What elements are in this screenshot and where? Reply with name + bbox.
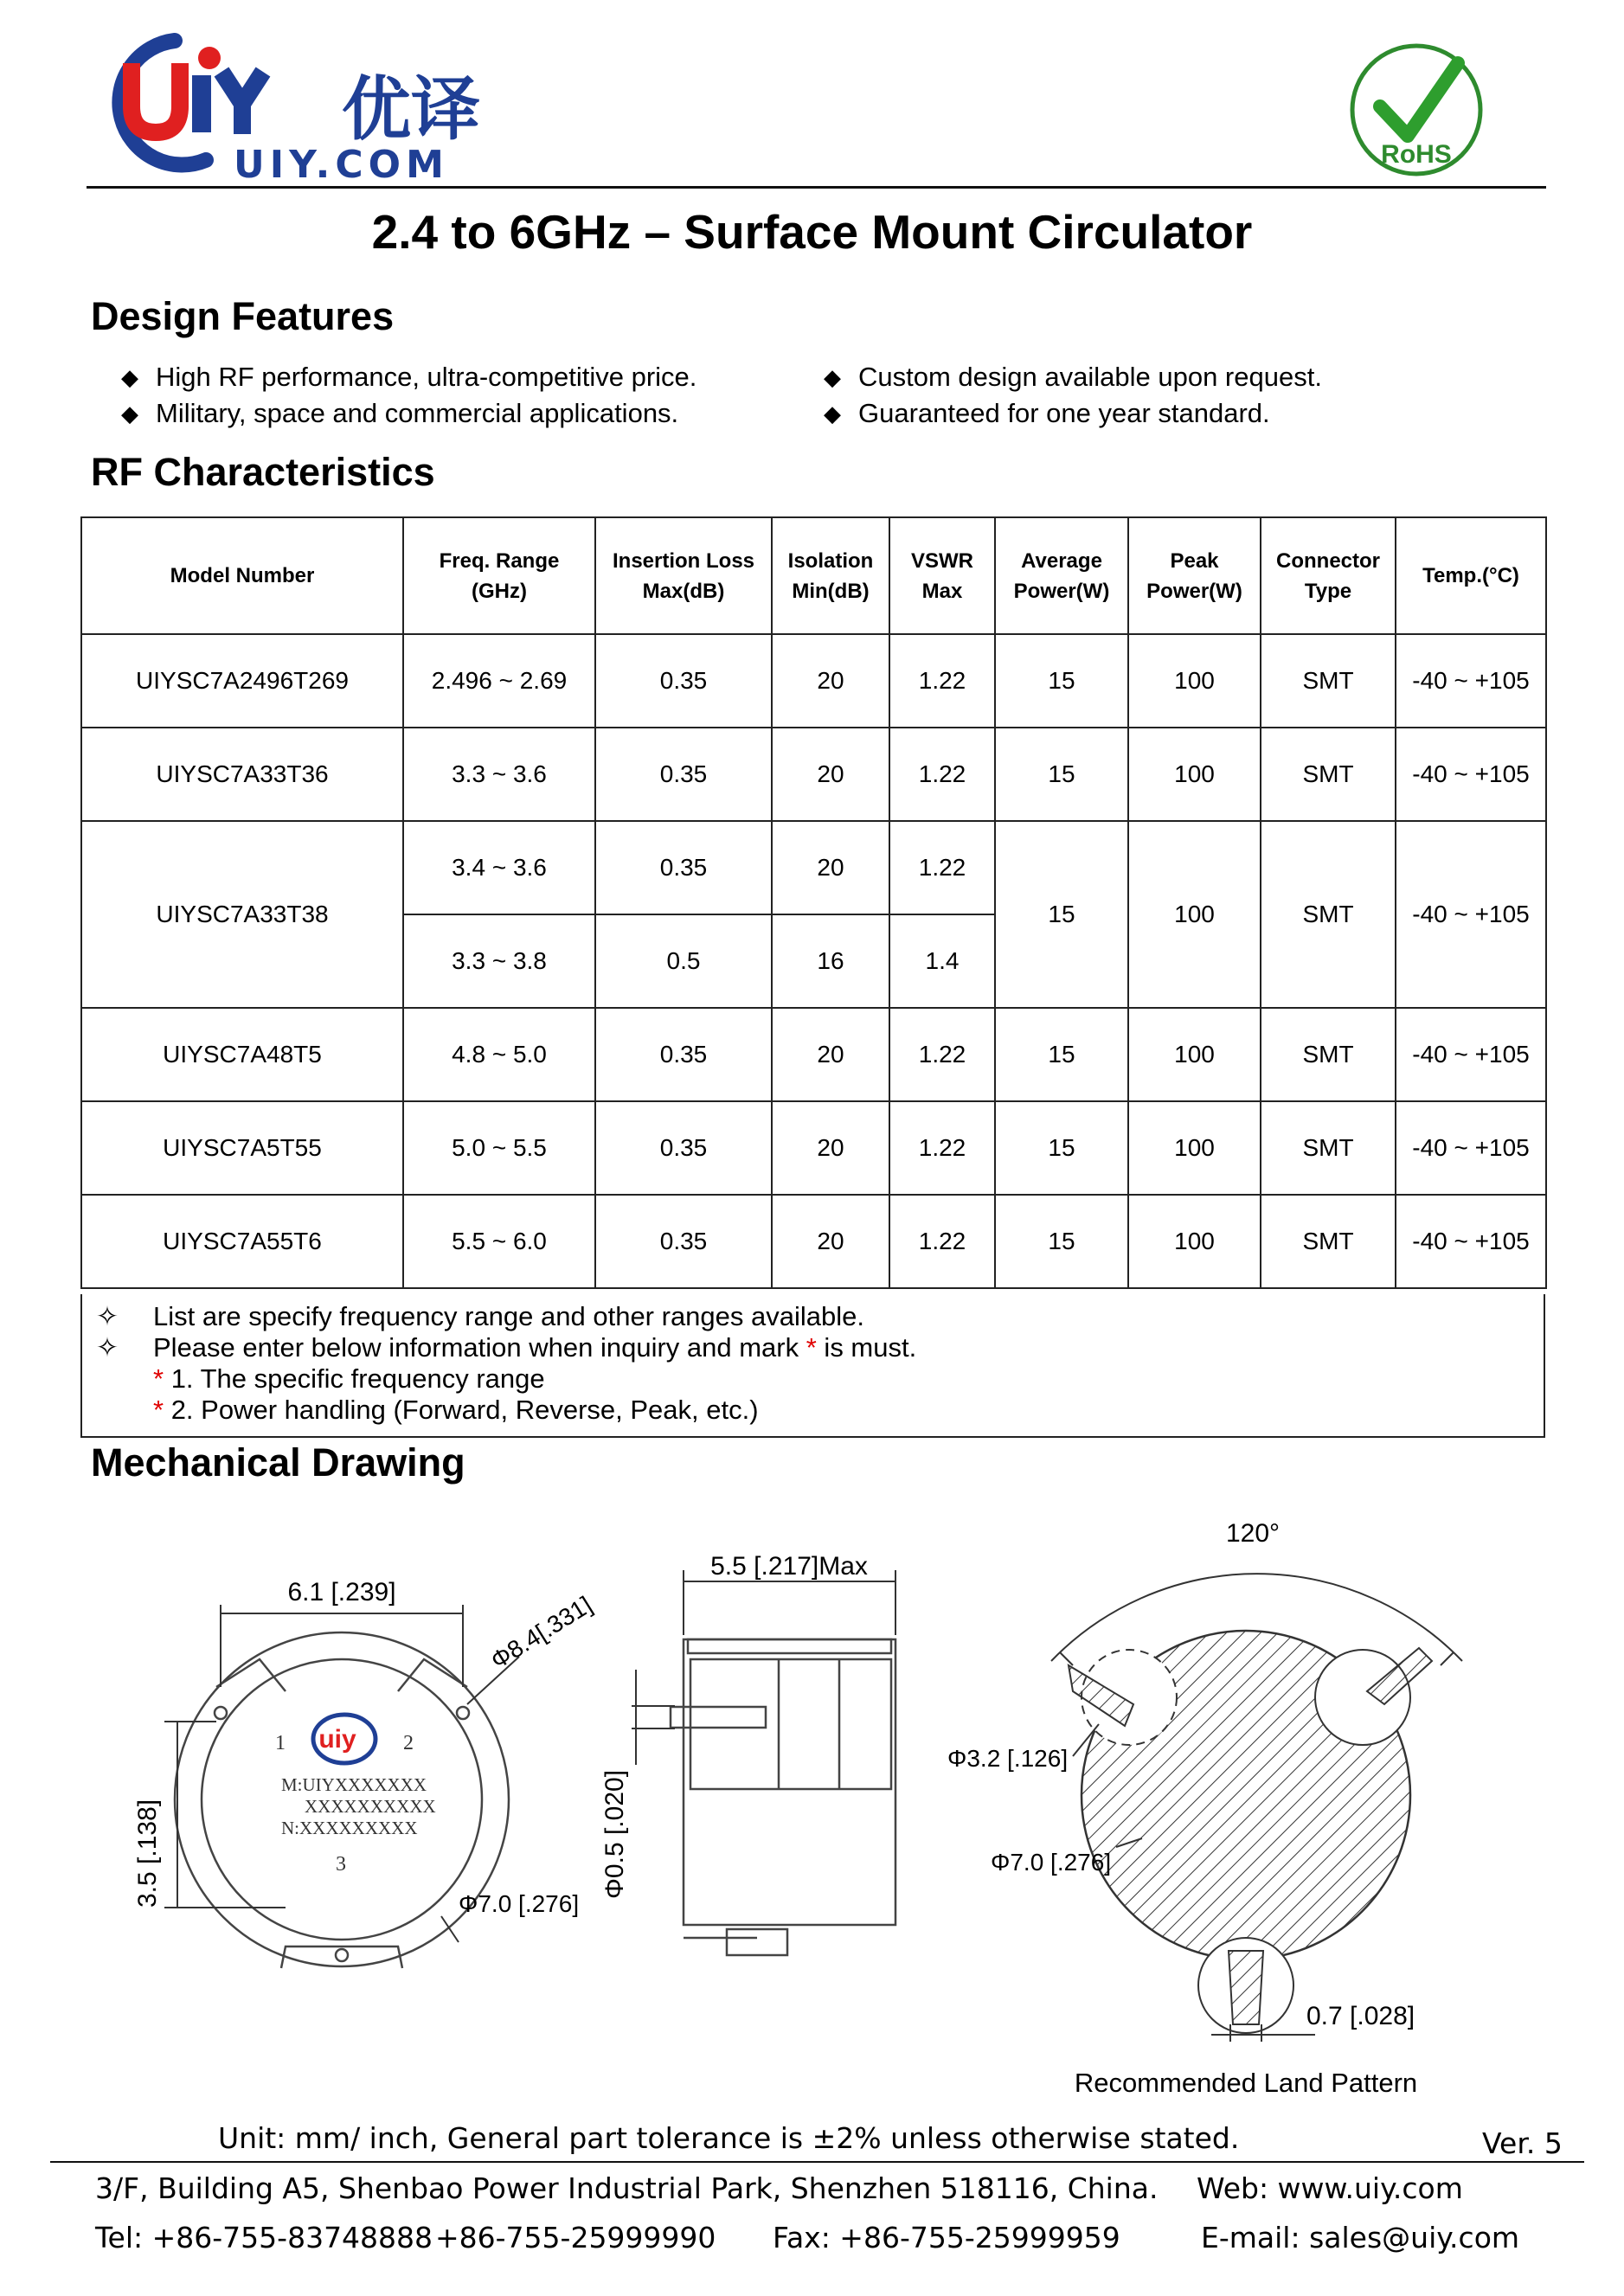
col-header: Peak Power(W): [1128, 517, 1261, 634]
table-cell-temp: -40 ~ +105: [1396, 1101, 1546, 1195]
table-cell-iso: 20: [772, 1101, 889, 1195]
table-header-row: [81, 517, 1546, 634]
note-1: List are specify frequency range and other ranges available.: [153, 1301, 864, 1331]
table-cell-freq: 5.0 ~ 5.5: [403, 1101, 595, 1195]
web-link[interactable]: Web: www.uiy.com: [1197, 2171, 1463, 2205]
svg-text:XXXXXXXXXX: XXXXXXXXXX: [305, 1796, 436, 1817]
mechanical-heading: Mechanical Drawing: [91, 1440, 465, 1485]
notes-box: [80, 1294, 1545, 1438]
table-cell-il: 0.35: [595, 634, 772, 728]
table-cell-model: UIYSC7A55T6: [81, 1195, 403, 1288]
table-cell-conn: SMT: [1261, 728, 1396, 821]
table-cell-temp: -40 ~ +105: [1396, 1008, 1546, 1101]
design-features-heading: Design Features: [91, 294, 395, 338]
table-cell-avg: 15: [995, 1008, 1128, 1101]
table-cell-avg: 15: [995, 728, 1128, 821]
dim-dia-70: Φ7.0 [.276]: [459, 1890, 580, 1917]
dim-angle: 120°: [1225, 1519, 1281, 1548]
table-cell-temp: -40 ~ +105: [1396, 821, 1546, 1008]
device-marking: [275, 1715, 436, 1876]
logo-url: UIY.COM: [234, 143, 449, 186]
table-cell-conn: SMT: [1261, 1101, 1396, 1195]
svg-text:1: 1: [275, 1732, 286, 1754]
table-cell-vswr: 1.22: [889, 634, 995, 728]
table-cell-peak: 100: [1128, 1195, 1261, 1288]
table-cell-conn: SMT: [1261, 1008, 1396, 1101]
col-header: Connector Type: [1261, 517, 1396, 634]
svg-text:N:XXXXXXXXX: N:XXXXXXXXX: [281, 1818, 418, 1838]
feature-item: ◆ Military, space and commercial applications.: [121, 398, 679, 428]
dim-pin: Φ0.5 [.020]: [600, 1769, 629, 1899]
dim-dia-32: Φ3.2 [.126]: [947, 1745, 1069, 1772]
dim-07: 0.7 [.028]: [1306, 2002, 1415, 2030]
dim-top-width: 6.1 [.239]: [287, 1578, 396, 1607]
col-header: Isolation Min(dB): [772, 517, 889, 634]
note-2: Please enter below information when inquiry and mark * is must.: [153, 1332, 917, 1363]
table-cell-iso: 16: [772, 914, 889, 1008]
table-cell-model: UIYSC7A5T55: [81, 1101, 403, 1195]
table-row: [81, 821, 1546, 914]
table-cell-model: UIYSC7A48T5: [81, 1008, 403, 1101]
feature-item: ◆ High RF performance, ultra-competitive price.: [121, 362, 697, 392]
table-cell-peak: 100: [1128, 634, 1261, 728]
address: 3/F, Building A5, Shenbao Power Industrial Park, Shenzhen 518116, China.: [95, 2171, 1159, 2205]
land-pattern: [1051, 1574, 1462, 2042]
feature-item: ◆ Custom design available upon request.: [824, 362, 1322, 392]
col-header: Average Power(W): [995, 517, 1128, 634]
dim-dia-70b: Φ7.0 [.276]: [991, 1849, 1112, 1876]
col-header: VSWR Max: [889, 517, 995, 634]
dim-side-height: 5.5 [.217]Max: [710, 1552, 868, 1581]
side-view: [671, 1639, 895, 1955]
email-link[interactable]: E-mail: sales@uiy.com: [1201, 2221, 1520, 2254]
table-cell-peak: 100: [1128, 1101, 1261, 1195]
table-row: [81, 1101, 1546, 1195]
table-cell-vswr: 1.22: [889, 1008, 995, 1101]
col-header: Insertion Loss Max(dB): [595, 517, 772, 634]
table-cell-model: UIYSC7A33T36: [81, 728, 403, 821]
header-rule: [87, 186, 1546, 189]
table-row: [81, 1008, 1546, 1101]
rohs-badge: [1345, 39, 1488, 182]
table-cell-vswr: 1.22: [889, 1101, 995, 1195]
table-cell-peak: 100: [1128, 1008, 1261, 1101]
dim-height: 3.5 [.138]: [133, 1799, 162, 1908]
note-diamond: ✧: [96, 1332, 119, 1363]
feature-item: ◆ Guaranteed for one year standard.: [824, 398, 1270, 428]
table-cell-avg: 15: [995, 634, 1128, 728]
table-row: [81, 728, 1546, 821]
table-cell-freq: 4.8 ~ 5.0: [403, 1008, 595, 1101]
table-cell-temp: -40 ~ +105: [1396, 728, 1546, 821]
svg-text:M:UIYXXXXXXX: M:UIYXXXXXXX: [281, 1774, 427, 1795]
note-diamond: ✧: [96, 1301, 119, 1331]
table-cell-freq: 3.4 ~ 3.6: [403, 821, 595, 914]
svg-text:3: 3: [336, 1853, 346, 1876]
footer-rule: [50, 2161, 1584, 2163]
rf-heading: RF Characteristics: [91, 450, 435, 494]
col-header: Temp.(°C): [1396, 517, 1546, 634]
table-cell-vswr: 1.22: [889, 728, 995, 821]
table-cell-iso: 20: [772, 728, 889, 821]
table-cell-iso: 20: [772, 1195, 889, 1288]
table-cell-iso: 20: [772, 821, 889, 914]
mechanical-drawing: [0, 1505, 1624, 2102]
table-cell-il: 0.35: [595, 1101, 772, 1195]
tel-1: Tel: +86-755-83748888: [95, 2221, 433, 2254]
tel-2: +86-755-25999990: [435, 2221, 716, 2254]
table-cell-avg: 15: [995, 821, 1128, 1008]
table-cell-freq: 3.3 ~ 3.6: [403, 728, 595, 821]
table-cell-il: 0.35: [595, 821, 772, 914]
svg-text:uiy: uiy: [318, 1725, 356, 1754]
table-cell-vswr: 1.22: [889, 821, 995, 914]
rf-table: [80, 516, 1547, 1289]
land-pattern-caption: Recommended Land Pattern: [1074, 2068, 1418, 2098]
logo-chinese: 优译: [342, 69, 480, 150]
svg-text:RoHS: RoHS: [1381, 140, 1452, 169]
table-cell-il: 0.5: [595, 914, 772, 1008]
table-cell-conn: SMT: [1261, 1195, 1396, 1288]
table-cell-freq: 2.496 ~ 2.69: [403, 634, 595, 728]
table-cell-temp: -40 ~ +105: [1396, 634, 1546, 728]
table-row: [81, 1195, 1546, 1288]
unit-note: Unit: mm/ inch, General part tolerance is ±2% unless otherwise stated.: [218, 2121, 1240, 2155]
dim-dia-84: Φ8.4[.331]: [485, 1591, 597, 1675]
table-cell-il: 0.35: [595, 1008, 772, 1101]
table-cell-peak: 100: [1128, 728, 1261, 821]
col-header: Model Number: [81, 517, 403, 634]
table-cell-vswr: 1.4: [889, 914, 995, 1008]
fax: Fax: +86-755-25999959: [773, 2221, 1120, 2254]
table-cell-vswr: 1.22: [889, 1195, 995, 1288]
table-cell-peak: 100: [1128, 821, 1261, 1008]
table-cell-avg: 15: [995, 1101, 1128, 1195]
version: Ver. 5: [1482, 2126, 1563, 2160]
table-cell-model: UIYSC7A2496T269: [81, 634, 403, 728]
table-cell-model: UIYSC7A33T38: [81, 821, 403, 1008]
table-cell-conn: SMT: [1261, 634, 1396, 728]
col-header: Freq. Range (GHz): [403, 517, 595, 634]
note-item-1: * 1. The specific frequency range: [153, 1363, 545, 1394]
table-row: [81, 634, 1546, 728]
table-cell-iso: 20: [772, 634, 889, 728]
table-cell-iso: 20: [772, 1008, 889, 1101]
table-cell-freq: 3.3 ~ 3.8: [403, 914, 595, 1008]
table-cell-il: 0.35: [595, 728, 772, 821]
table-cell-freq: 5.5 ~ 6.0: [403, 1195, 595, 1288]
table-cell-temp: -40 ~ +105: [1396, 1195, 1546, 1288]
svg-text:2: 2: [403, 1732, 414, 1754]
table-cell-conn: SMT: [1261, 821, 1396, 1008]
note-item-2: * 2. Power handling (Forward, Reverse, Peak, etc.): [153, 1395, 759, 1425]
table-cell-avg: 15: [995, 1195, 1128, 1288]
table-cell-il: 0.35: [595, 1195, 772, 1288]
page-title: 2.4 to 6GHz – Surface Mount Circulator: [371, 205, 1253, 259]
